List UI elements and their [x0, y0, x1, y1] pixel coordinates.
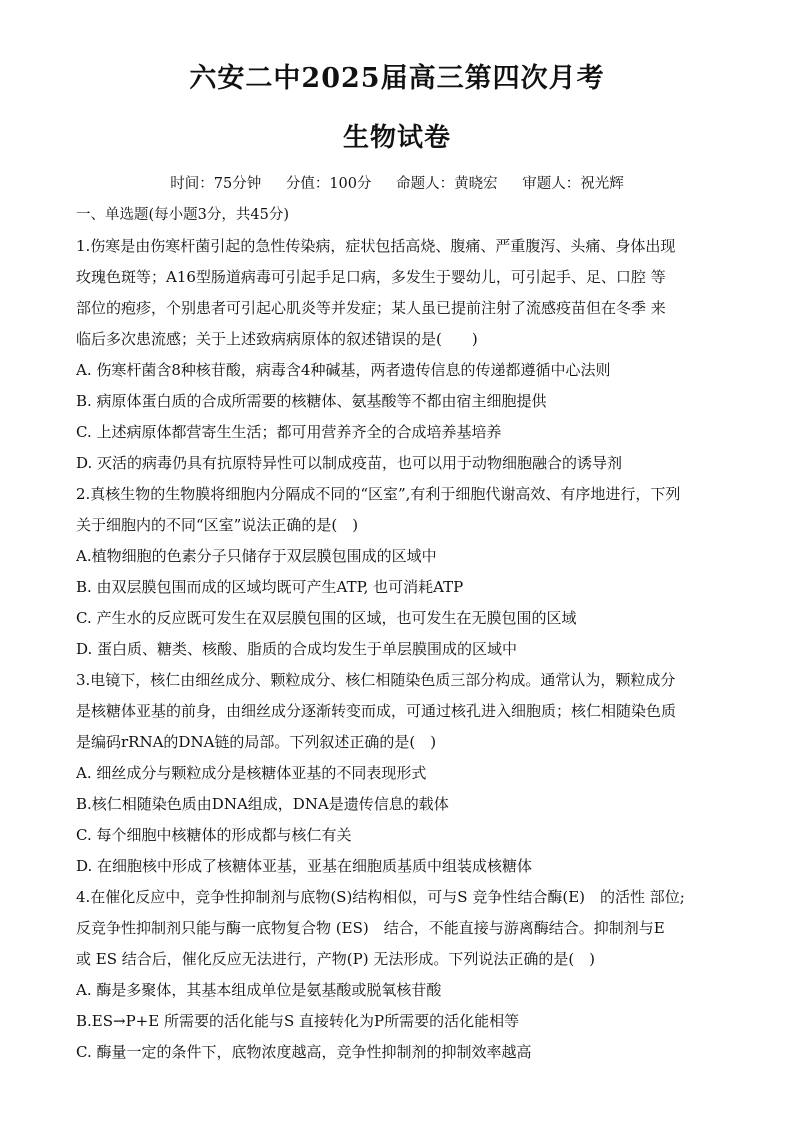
exam-subtitle: 生物试卷 — [342, 123, 451, 153]
answer-option: D. 在细胞核中形成了核糖体亚基，亚基在细胞质基质中组装成核糖体 — [76, 857, 533, 875]
question-stem-line: 或 ES 结合后，催化反应无法进行，产物(P) 无法形成。下列说法正确的是( ) — [76, 950, 596, 968]
exam-content — [76, 200, 720, 1068]
question-list — [76, 231, 720, 1068]
question-3 — [76, 665, 720, 882]
answer-option: B.ES→P+E 所需要的活化能与S 直接转化为P所需要的活化能相等 — [76, 1012, 520, 1030]
exam-author: 命题人：黄晓宏 — [396, 176, 498, 192]
question-stem-line: 3.电镜下，核仁由细丝成分、颗粒成分、核仁相随染色质三部分构成。通常认为，颗粒成分 — [76, 671, 676, 689]
question-1 — [76, 231, 720, 479]
question-stem-line: 1.伤寒是由伤寒杆菌引起的急性传染病，症状包括高烧、腹痛、严重腹泻、头痛、身体出现 — [76, 237, 676, 255]
question-4 — [76, 882, 720, 1068]
exam-info — [0, 172, 794, 193]
question-stem-line: 反竞争性抑制剂只能与酶一底物复合物 (ES) 结合，不能直接与游离酶结合。抑制剂与E — [76, 919, 665, 937]
answer-option: A.植物细胞的色素分子只储存于双层膜包围成的区域中 — [76, 547, 437, 565]
question-stem-line: 玫瑰色斑等；A16型肠道病毒可引起手足口病，多发生于婴幼儿，可引起手、足、口腔 等 — [76, 268, 666, 286]
answer-option: A. 伤寒杆菌含8种核苷酸，病毒含4种碱基，两者遗传信息的传递都遵循中心法则 — [76, 361, 611, 379]
answer-option: C. 产生水的反应既可发生在双层膜包围的区域，也可发生在无膜包围的区域 — [76, 609, 577, 627]
answer-option: A. 细丝成分与颗粒成分是核糖体亚基的不同表现形式 — [76, 764, 427, 782]
question-stem-line: 是编码rRNA的DNA链的局部。下列叙述正确的是( ) — [76, 733, 437, 751]
answer-option: A. 酶是多聚体，其基本组成单位是氨基酸或脱氧核苷酸 — [76, 981, 442, 999]
question-stem-line: 2.真核生物的生物膜将细胞内分隔成不同的“区室”,有利于细胞代谢高效、有序地进行，下列 — [76, 485, 681, 503]
question-stem-line: 关于细胞内的不同“区室”说法正确的是( ) — [76, 516, 359, 534]
section-heading: 一、单选题(每小题3分，共45分) — [76, 207, 289, 223]
question-stem-line: 是核糖体亚基的前身，由细丝成分逐渐转变而成，可通过核孔进入细胞质；核仁相随染色质 — [76, 702, 677, 720]
answer-option: B. 病原体蛋白质的合成所需要的核糖体、氨基酸等不都由宿主细胞提供 — [76, 392, 547, 410]
answer-option: D. 灭活的病毒仍具有抗原特异性可以制成疫苗，也可以用于动物细胞融合的诱导剂 — [76, 454, 623, 472]
answer-option: C. 每个细胞中核糖体的形成都与核仁有关 — [76, 826, 352, 844]
answer-option: B.核仁相随染色质由DNA组成，DNA是遗传信息的载体 — [76, 795, 449, 813]
answer-option: B. 由双层膜包围而成的区域均既可产生ATP, 也可消耗ATP — [76, 578, 464, 596]
answer-option: C. 酶量一定的条件下，底物浓度越高，竞争性抑制剂的抑制效率越高 — [76, 1043, 532, 1061]
exam-reviewer: 审题人：祝光辉 — [522, 176, 624, 192]
exam-time: 时间：75分钟 — [170, 176, 262, 192]
answer-option: D. 蛋白质、糖类、核酸、脂质的合成均发生于单层膜围成的区域中 — [76, 640, 518, 658]
question-stem-line: 4.在催化反应中，竞争性抑制剂与底物(S)结构相似，可与S 竞争性结合酶(E) 的活性 部位; — [76, 888, 685, 906]
exam-score: 分值：100分 — [285, 176, 372, 192]
question-2 — [76, 479, 720, 665]
exam-title: 六安二中2025届高三第四次月考 — [189, 63, 605, 94]
answer-option: C. 上述病原体都营寄生生活；都可用营养齐全的合成培养基培养 — [76, 423, 502, 441]
question-stem-line: 临后多次患流感；关于上述致病病原体的叙述错误的是( ) — [76, 330, 478, 348]
question-stem-line: 部位的疱疹，个别患者可引起心肌炎等并发症；某人虽已提前注射了流感疫苗但在冬季 来 — [76, 299, 666, 317]
